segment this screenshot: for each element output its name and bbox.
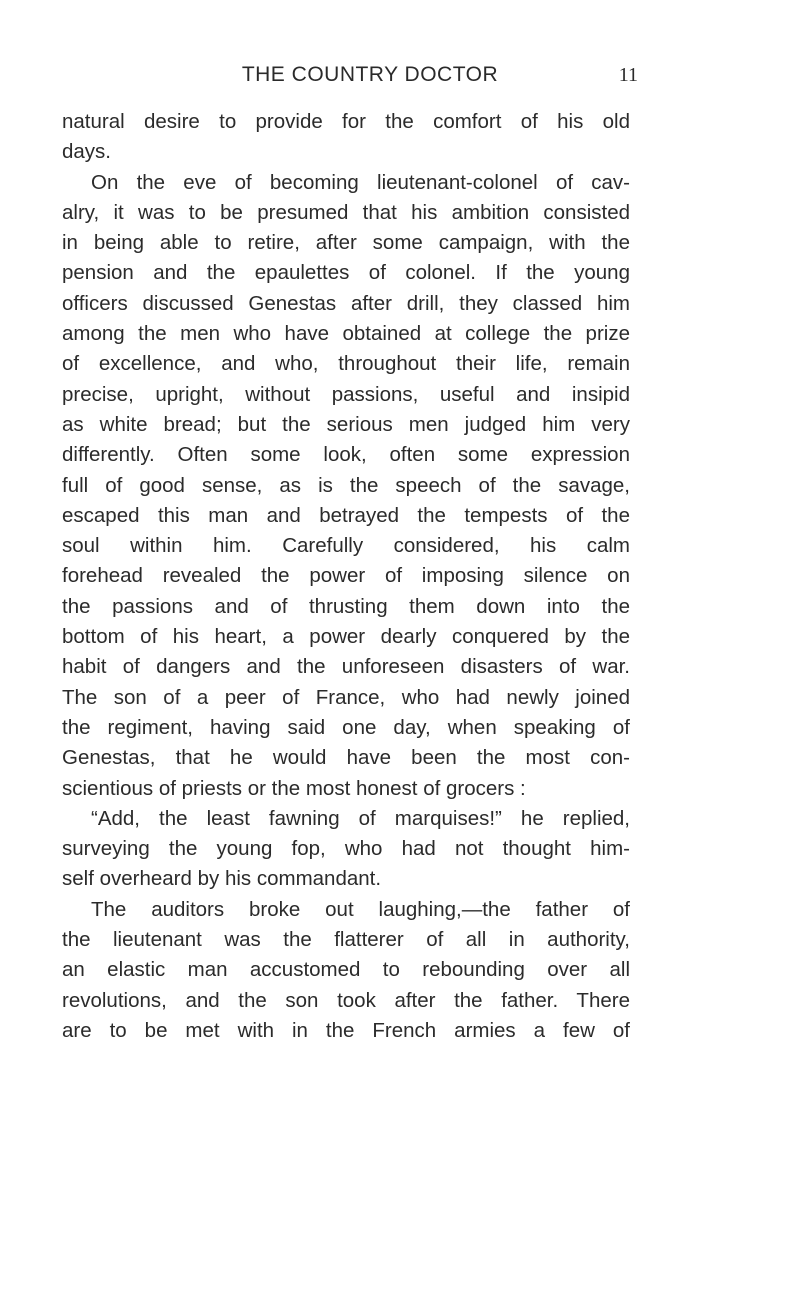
- text-line: bottom of his heart, a power dearly conquered by the: [62, 625, 630, 649]
- text-line: full of good sense, as is the speech of the savage,: [62, 473, 630, 497]
- text-line: natural desire to provide for the comfort of his old: [62, 110, 630, 133]
- text-line: The son of a peer of France, who had newly joined: [62, 685, 630, 709]
- text-line: the passions and of thrusting them down into the: [62, 594, 630, 618]
- text-line: surveying the young fop, who had not thought him-: [62, 837, 630, 861]
- text-line: days.: [62, 140, 111, 164]
- text-line: revolutions, and the son took after the father. There: [62, 988, 630, 1012]
- text-line: the lieutenant was the flatterer of all in authority,: [62, 928, 630, 952]
- text-line: self overheard by his commandant.: [62, 867, 382, 891]
- text-line: soul within him. Carefully considered, his calm: [62, 534, 630, 558]
- text-line: in being able to retire, after some campaign, with the: [62, 231, 630, 255]
- page-number: 11: [618, 64, 638, 86]
- text-line: escaped this man and betrayed the tempests of the: [62, 503, 630, 527]
- text-line: On the eve of becoming lieutenant-colonel of cav-: [91, 170, 630, 194]
- text-line: The auditors broke out laughing,—the father of: [91, 897, 630, 921]
- text-line: alry, it was to be presumed that his ambition consisted: [62, 200, 630, 224]
- text-line: the regiment, having said one day, when speaking of: [62, 715, 630, 739]
- text-line: forehead revealed the power of imposing silence on: [62, 564, 630, 588]
- text-line: Genestas, that he would have been the most con-: [62, 746, 630, 770]
- running-title: THE COUNTRY DOCTOR: [241, 63, 499, 86]
- text-line: “Add, the least fawning of marquises!” he replied,: [91, 806, 630, 830]
- text-line: differently. Often some look, often some expression: [62, 443, 630, 467]
- text-line: habit of dangers and the unforeseen disasters of war.: [62, 655, 630, 679]
- text-line: scientious of priests or the most honest of grocers :: [62, 776, 526, 800]
- text-line: pension and the epaulettes of colonel. If the young: [62, 261, 630, 285]
- text-line: precise, upright, without passions, useful and insipid: [62, 382, 630, 406]
- text-line: are to be met with in the French armies a few of: [62, 1018, 630, 1042]
- text-line: officers discussed Genestas after drill, they classed him: [62, 291, 630, 315]
- body-text: [62, 107, 630, 1046]
- running-head: [110, 60, 638, 90]
- text-line: of excellence, and who, throughout their life, remain: [62, 352, 630, 376]
- text-line: as white bread; but the serious men judged him very: [62, 412, 630, 436]
- text-line: among the men who have obtained at college the prize: [62, 322, 630, 346]
- text-line: an elastic man accustomed to rebounding over all: [62, 958, 630, 982]
